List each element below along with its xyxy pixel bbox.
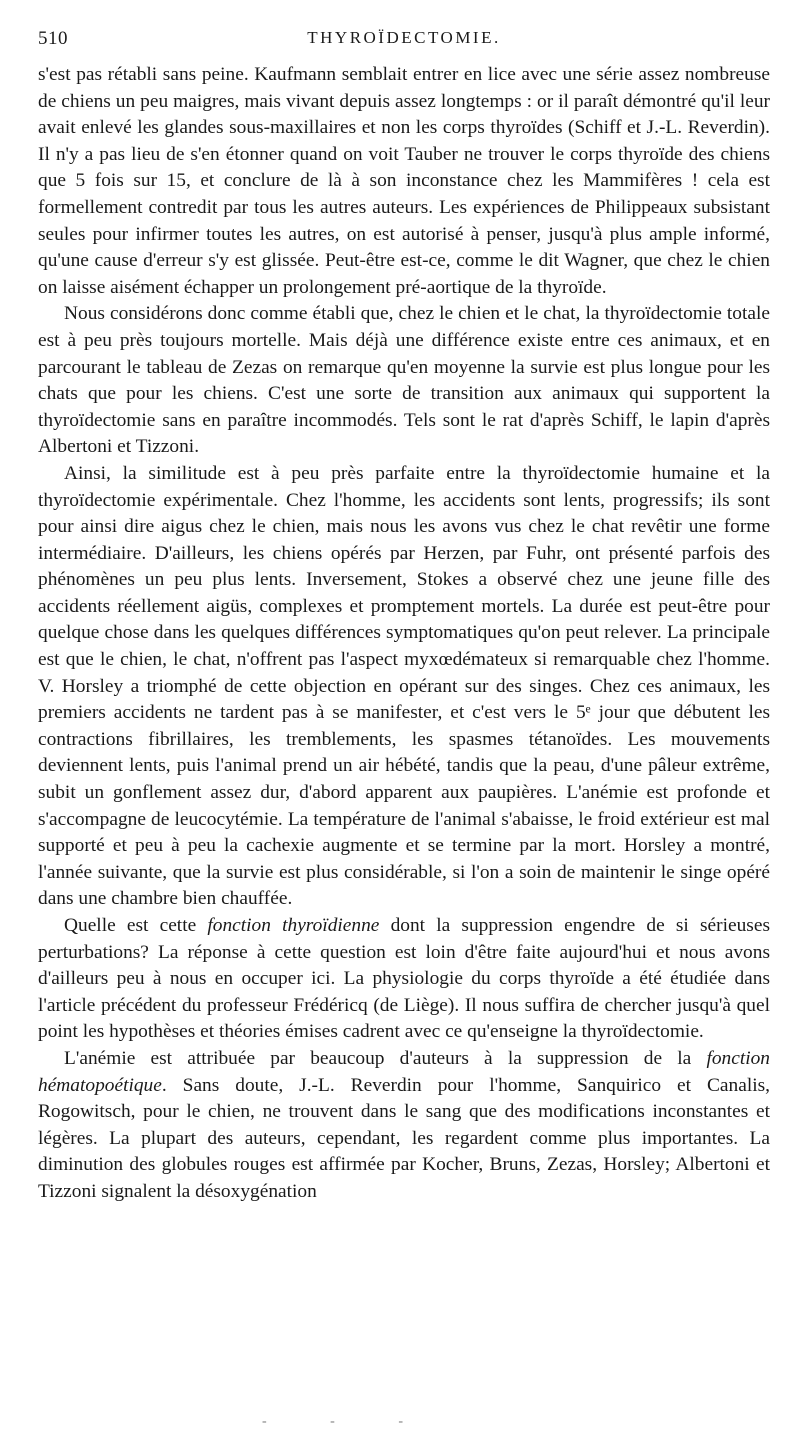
italic-text: fonction hématopoétique [38, 1047, 770, 1096]
italic-text: fonction thyroïdienne [207, 915, 380, 936]
paragraph-text: s'est pas rétabli sans peine. Kaufmann semblait entrer en lice avec une série assez nombreuse de chiens un peu maigres, mais vivant depuis assez longtemps : or il paraît démontré qu'il leur avait enlevé les glandes sous-maxillaires et non les corps thyroïdes (Schiff et J.-L. Reverdin). Il n'y a pas lieu de s'en étonner quand on voit Tauber ne trouver le corps thyroïde des chiens que 5 fois sur 15, et conclure de là à son inconstance chez les Mammifères ! cela est formellement contredit par tous les autres auteurs. Les expériences de Philippeaux subsistant seules pour infirmer toutes les autres, on est autorisé à penser, jusqu'à plus ample informé, qu'une cause d'erreur s'y est glissée. Peut-être est-ce, comme le dit Wagner, que chez le chien on laisse aisément échapper un prolongement pré-aortique de la thyroïde. [38, 64, 770, 298]
paragraph-text: Ainsi, la similitude est à peu près parfaite entre la thyroïdectomie humaine et la thyroïdectomie expérimentale. Chez l'homme, les accidents sont lents, progressifs; ils sont pour ainsi dire aigus chez le chien, mais nous les avons vus chez le chat revêtir une forme intermédiaire. D'ailleurs, les chiens opérés par Herzen, par Fuhr, ont présenté parfois des phénomènes un peu plus lents. Inversement, Stokes a observé chez une jeune fille des accidents réellement aigüs, complexes et promptement mortels. La durée est peut-être pour quelque chose dans les quelques différences symptomatiques qu'on peut relever. La principale est que le chien, le chat, n'offrent pas l'aspect myxœdémateux si remarquable chez l'homme. V. Horsley a triomphé de cette objection en opérant sur des singes. Chez ces animaux, les premiers accidents ne tardent pas à se manifester, et c'est vers le 5ᵉ jour que débutent les contractions fibrillaires, les tremblements, les spasmes tétanoïdes. Les mouvements deviennent lents, puis l'animal prend un air hébété, tandis que la peau, d'une pâleur extrême, subit un gonflement assez dur, d'abord apparent aux paupières. L'anémie est profonde et s'accompagne de leucocytémie. La température de l'animal s'abaisse, le froid extérieur est mal supporté et peu à peu la cachexie augmente et se termine par la mort. Horsley a montré, l'année suivante, que la survie est plus considérable, si l'on a soin de maintenir le singe opéré dans une chambre bien chauffée. [38, 462, 770, 910]
paragraph [38, 301, 770, 461]
paragraph [38, 913, 770, 1046]
page-number: 510 [38, 28, 68, 49]
paragraph-text: Quelle est cette [64, 915, 208, 936]
running-head [38, 28, 770, 58]
running-title: THYROÏDECTOMIE. [307, 28, 501, 47]
footer-marks: - - - [262, 1414, 433, 1429]
body-text [38, 62, 770, 1206]
paragraph-text: L'anémie est attribuée par beaucoup d'auteurs à la suppression de la [64, 1047, 707, 1069]
paragraph-text: dont la suppression engendre de si sérieuses perturbations? La réponse à cette question est loin d'être faite aujourd'hui et nous avons d'ailleurs peu à nous en occuper ici. La physiologie du corps thyroïde a été étudiée dans l'article précédent du professeur Frédéricq (de Liège). Il nous suffira de chercher jusqu'à quel point les hypothèses et théories émises cadrent avec ce qu'enseigne la thyroïdectomie. [38, 915, 770, 1043]
paragraph [38, 62, 770, 301]
paragraph-text: Nous considérons donc comme établi que, chez le chien et le chat, la thyroïdectomie totale est à peu près toujours mortelle. Mais déjà une différence existe entre ces animaux, et en parcourant le tableau de Zezas on remarque qu'en moyenne la survie est plus longue pour les chats que pour les chiens. C'est une sorte de transition aux animaux qui supportent la thyroïdectomie sans en paraître incommodés. Tels sont le rat d'après Schiff, le lapin d'après Albertoni et Tizzoni. [38, 303, 770, 458]
paragraph [38, 1046, 770, 1206]
book-page [38, 28, 770, 1206]
paragraph-text: . Sans doute, J.-L. Reverdin pour l'homme, Sanquirico et Canalis, Rogowitsch, pour le chien, ne trouvent dans le sang que des modifications inconstantes et légères. La plupart des auteurs, cependant, les regardent comme plus importantes. La diminution des globules rouges est affirmée par Kocher, Bruns, Zezas, Horsley; Albertoni et Tizzoni signalent la désoxygénation [38, 1074, 770, 1202]
paragraph [38, 461, 770, 913]
